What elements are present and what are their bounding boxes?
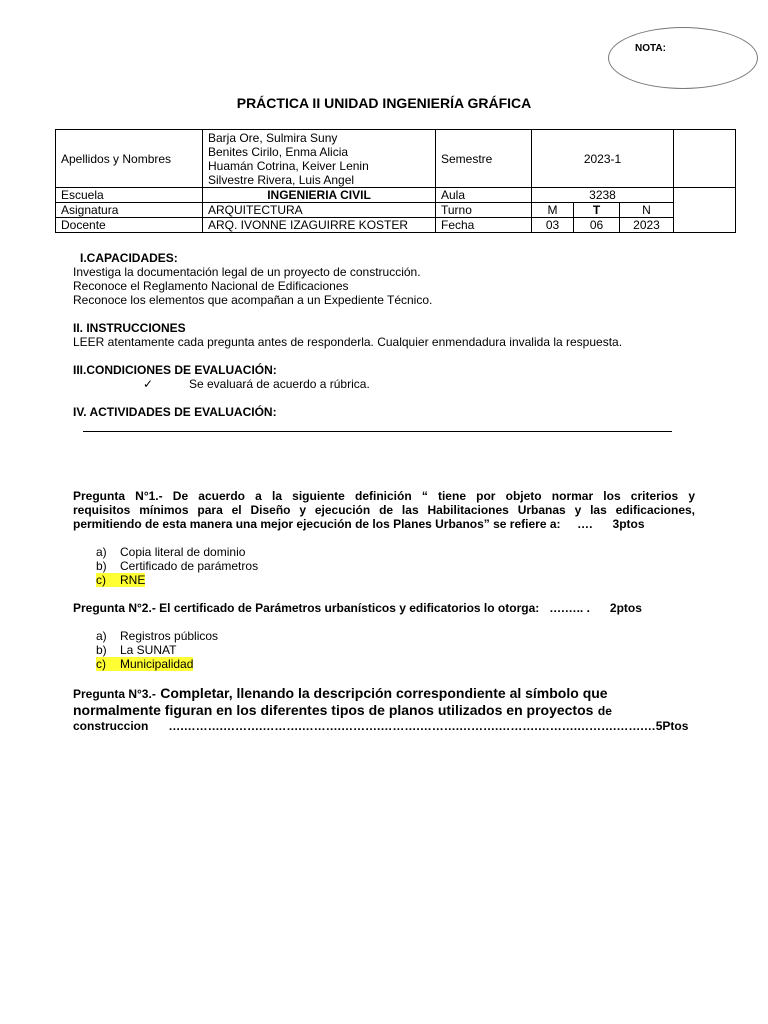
capacidades-heading: I.CAPACIDADES:	[80, 251, 178, 265]
option-key: b)	[96, 559, 107, 573]
fecha-label: Fecha	[436, 218, 532, 233]
fecha-year: 2023	[620, 218, 674, 233]
capacidad-item: Reconoce el Reglamento Nacional de Edificaciones	[73, 279, 349, 293]
question-3-line: construccion ….……….……….……….……….……….……….……….……….……….……….……….…….…5Ptos	[73, 719, 689, 733]
empty-cell	[674, 130, 736, 188]
turno-m: M	[532, 203, 574, 218]
option-text: Copia literal de dominio	[120, 545, 246, 559]
aula-value: 3238	[532, 188, 674, 203]
question-1	[73, 489, 695, 531]
names-row	[56, 130, 736, 188]
option-item	[96, 559, 258, 573]
question-1-line: Pregunta N°1.- De acuerdo a la siguiente definición “ tiene por objeto normar los criterios y	[73, 489, 695, 503]
capacidades-list	[73, 265, 432, 307]
capacidad-item: Reconoce los elementos que acompañan a un Expediente Técnico.	[73, 293, 433, 307]
option-key: c)	[96, 573, 106, 587]
question-3-line: normalmente figuran en los diferentes tipos de planos utilizados en proyectos	[73, 702, 594, 718]
names-cell	[203, 130, 436, 188]
turno-n: N	[620, 203, 674, 218]
option-text-highlighted: RNE	[120, 573, 146, 587]
escuela-row	[56, 188, 736, 203]
asignatura-value: ARQUITECTURA	[203, 203, 436, 218]
asignatura-row	[56, 203, 736, 218]
option-item	[96, 629, 218, 643]
question-1-options	[96, 545, 258, 587]
escuela-label: Escuela	[56, 188, 203, 203]
student-name: Barja Ore, Sulmira Suny	[208, 130, 338, 145]
escuela-value: INGENIERIA CIVIL	[203, 188, 436, 203]
option-item	[96, 573, 258, 587]
docente-value: ARQ. IVONNE IZAGUIRRE KOSTER	[203, 218, 436, 233]
option-key: a)	[96, 545, 107, 559]
empty-cell	[674, 188, 736, 233]
asignatura-label: Asignatura	[56, 203, 203, 218]
aula-label: Aula	[436, 188, 532, 203]
names-label: Apellidos y Nombres	[56, 130, 203, 188]
turno-label: Turno	[436, 203, 532, 218]
option-text: Registros públicos	[120, 629, 219, 643]
question-1-line: permitiendo de esta manera una mejor ejecución de los Planes Urbanos” se refiere a: …. 3ptos	[73, 517, 645, 531]
option-item	[96, 643, 218, 657]
question-3-line: Completar, llenando la descripción correspondiente al símbolo que	[160, 685, 608, 701]
actividades-heading: IV. ACTIVIDADES DE EVALUACIÓN:	[73, 405, 277, 419]
page-title: PRÁCTICA II UNIDAD INGENIERÍA GRÁFICA	[236, 95, 532, 111]
condiciones-text: Se evaluará de acuerdo a rúbrica.	[189, 377, 370, 391]
option-item	[96, 657, 218, 671]
question-1-line: requisitos mínimos para el Diseño y ejecución de las Habilitaciones Urbanas y las edificaciones,	[73, 503, 695, 517]
question-3-small: de	[597, 704, 612, 718]
option-text: La SUNAT	[120, 643, 177, 657]
option-key: a)	[96, 629, 107, 643]
student-name: Silvestre Rivera, Luis Angel	[208, 172, 355, 187]
docente-row	[56, 218, 736, 233]
instrucciones-text: LEER atentamente cada pregunta antes de responderla. Cualquier enmendadura invalida la respuesta.	[73, 335, 623, 349]
question-3	[73, 685, 688, 733]
student-name: Benites Cirilo, Enma Alicia	[208, 144, 349, 159]
condiciones-heading: III.CONDICIONES DE EVALUACIÓN:	[73, 363, 277, 377]
nota-label: NOTA:	[635, 43, 666, 54]
option-text: Certificado de parámetros	[120, 559, 259, 573]
turno-t: T	[574, 203, 620, 218]
fecha-day: 03	[532, 218, 574, 233]
fecha-month: 06	[574, 218, 620, 233]
option-item	[96, 545, 258, 559]
student-name: Huamán Cotrina, Keiver Lenin	[208, 158, 369, 173]
docente-label: Docente	[56, 218, 203, 233]
question-3-label: Pregunta N°3.-	[73, 687, 156, 701]
option-text-highlighted: Municipalidad	[120, 657, 194, 671]
semestre-value: 2023-1	[532, 130, 674, 188]
divider-line	[83, 431, 672, 432]
option-key: c)	[96, 657, 106, 671]
instrucciones-heading: II. INSTRUCCIONES	[73, 321, 186, 335]
option-key: b)	[96, 643, 107, 657]
check-icon: ✓	[143, 377, 154, 391]
grade-ellipse	[608, 27, 758, 89]
student-info-table	[55, 129, 736, 233]
semestre-label: Semestre	[436, 130, 532, 188]
question-2-options	[96, 629, 218, 671]
capacidad-item: Investiga la documentación legal de un proyecto de construcción.	[73, 265, 421, 279]
question-2: Pregunta N°2.- El certificado de Parámetros urbanísticos y edificatorios lo otorga: ….….. . 2ptos	[73, 601, 642, 615]
